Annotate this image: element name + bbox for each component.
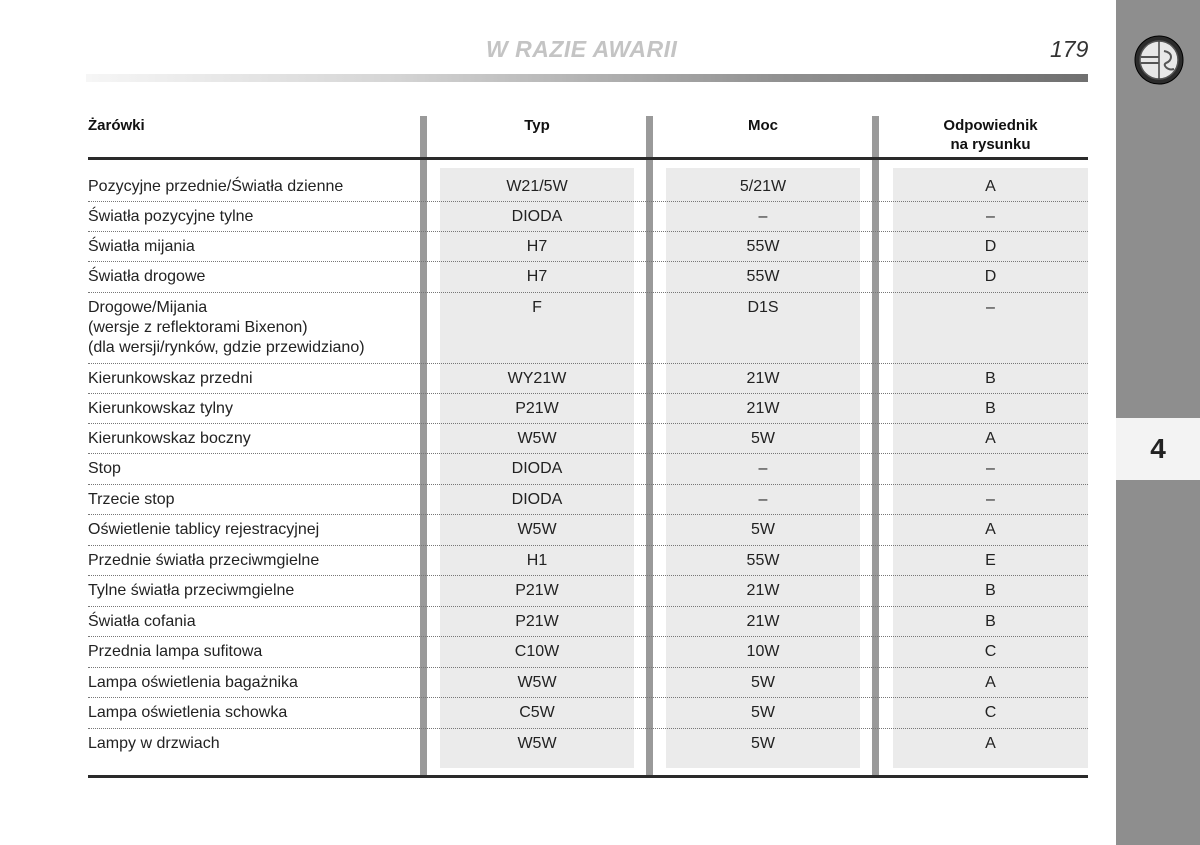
bulb-power: 21W: [746, 613, 780, 630]
bulb-name: Lampa oświetlenia schowka: [88, 704, 288, 721]
bulb-name: Lampy w drzwiach: [88, 735, 220, 752]
bulb-reference: A: [985, 430, 996, 447]
bulb-type: DIODA: [511, 460, 563, 477]
bulb-power: 21W: [746, 400, 780, 417]
table-bottom-rule: [88, 775, 1088, 778]
bulb-reference: B: [985, 370, 996, 387]
bulb-power: D1S: [747, 299, 779, 316]
table-row: [0, 201, 1100, 231]
bulb-power: –: [758, 460, 768, 477]
table-row: [0, 636, 1100, 667]
bulb-power: 10W: [746, 643, 780, 660]
table-row: [0, 575, 1100, 606]
bulb-reference: –: [986, 299, 995, 316]
table-row: [0, 697, 1100, 728]
bulb-power: 5W: [751, 521, 775, 538]
column-header-reference-line2: na rysunku: [950, 136, 1031, 153]
bulb-reference: D: [984, 238, 997, 255]
bulb-type: C5W: [519, 704, 555, 721]
column-header-type: Typ: [524, 117, 550, 134]
bulb-name: Lampa oświetlenia bagażnika: [88, 674, 298, 691]
bulb-name: Światła cofania: [88, 613, 196, 630]
header-rule: [86, 74, 1088, 82]
bulb-name: Przednia lampa sufitowa: [88, 643, 263, 660]
bulb-type: F: [532, 299, 542, 316]
bulb-reference: A: [985, 178, 996, 195]
bulb-name: Światła mijania: [88, 238, 195, 255]
bulb-reference: C: [984, 643, 997, 660]
bulb-name: Światła pozycyjne tylne: [88, 208, 254, 225]
table-row: [0, 393, 1100, 423]
bulb-name: Kierunkowskaz tylny: [88, 400, 233, 417]
table-row: [0, 261, 1100, 292]
bulb-reference: B: [985, 582, 996, 599]
bulb-type: W5W: [517, 521, 557, 538]
bulb-power: 55W: [746, 268, 780, 285]
bulb-name: Światła drogowe: [88, 268, 206, 285]
table-row: [0, 728, 1100, 772]
bulb-name: Oświetlenie tablicy rejestracyjnej: [88, 521, 320, 538]
bulb-name: Trzecie stop: [88, 491, 175, 508]
column-header-power: Moc: [748, 117, 778, 134]
bulb-type: H1: [526, 552, 548, 569]
bulb-type: P21W: [515, 613, 559, 630]
section-title: W RAZIE AWARII: [486, 36, 678, 62]
bulb-reference: E: [985, 552, 996, 569]
chapter-number: 4: [1150, 433, 1166, 464]
bulb-power: 21W: [746, 370, 780, 387]
bulb-type: W5W: [517, 735, 557, 752]
table-row: [0, 363, 1100, 393]
bulb-type: P21W: [515, 400, 559, 417]
table-row: [0, 606, 1100, 636]
bulb-reference: –: [986, 208, 995, 225]
bulb-name: Drogowe/Mijania (wersje z reflektorami Bixenon) (dla wersji/rynków, gdzie przewidziano): [88, 299, 365, 356]
table-row: [0, 667, 1100, 697]
column-header-reference: [893, 116, 1088, 154]
bulb-type: C10W: [514, 643, 560, 660]
table-row: [0, 292, 1100, 363]
bulb-power: 5W: [751, 704, 775, 721]
table-row: [0, 545, 1100, 575]
bulb-type: W5W: [517, 674, 557, 691]
bulb-reference: D: [984, 268, 997, 285]
bulb-name: Kierunkowskaz przedni: [88, 370, 253, 387]
bulb-power: 55W: [746, 552, 780, 569]
bulb-type: H7: [526, 238, 548, 255]
bulb-power: –: [758, 491, 768, 508]
header-bottom-rule: [88, 157, 1088, 160]
bulb-reference: –: [986, 460, 995, 477]
column-header-name: Żarówki: [88, 117, 145, 134]
bulb-type: W21/5W: [506, 178, 568, 195]
brand-logo-icon: [1134, 35, 1184, 85]
bulb-reference: B: [985, 400, 996, 417]
bulb-reference: A: [985, 735, 996, 752]
bulb-type: W5W: [517, 430, 557, 447]
table-row: [0, 514, 1100, 545]
bulb-reference: A: [985, 674, 996, 691]
table-row: [0, 484, 1100, 514]
column-header-reference-line1: Odpowiednik: [943, 117, 1038, 134]
page-number: 179: [1050, 36, 1089, 62]
bulb-type: DIODA: [511, 208, 563, 225]
bulb-reference: C: [984, 704, 997, 721]
bulb-power: 55W: [746, 238, 780, 255]
bulb-reference: A: [985, 521, 996, 538]
bulb-reference: –: [986, 491, 995, 508]
bulb-type: P21W: [515, 582, 559, 599]
table-row: [0, 171, 1100, 201]
bulb-power: 21W: [746, 582, 780, 599]
bulb-name: Pozycyjne przednie/Światła dzienne: [88, 178, 344, 195]
bulb-power: 5W: [751, 430, 775, 447]
bulb-type: DIODA: [511, 491, 563, 508]
bulb-type: WY21W: [507, 370, 567, 387]
table-row: [0, 453, 1100, 484]
bulb-name: Stop: [88, 460, 121, 477]
bulb-reference: B: [985, 613, 996, 630]
bulb-name: Kierunkowskaz boczny: [88, 430, 251, 447]
table-row: [0, 423, 1100, 453]
table-row: [0, 231, 1100, 261]
bulb-power: 5/21W: [739, 178, 787, 195]
bulb-type: H7: [526, 268, 548, 285]
bulb-name: Tylne światła przeciwmgielne: [88, 582, 295, 599]
bulb-power: –: [758, 208, 768, 225]
bulb-name: Przednie światła przeciwmgielne: [88, 552, 320, 569]
bulb-power: 5W: [751, 735, 775, 752]
bulb-power: 5W: [751, 674, 775, 691]
